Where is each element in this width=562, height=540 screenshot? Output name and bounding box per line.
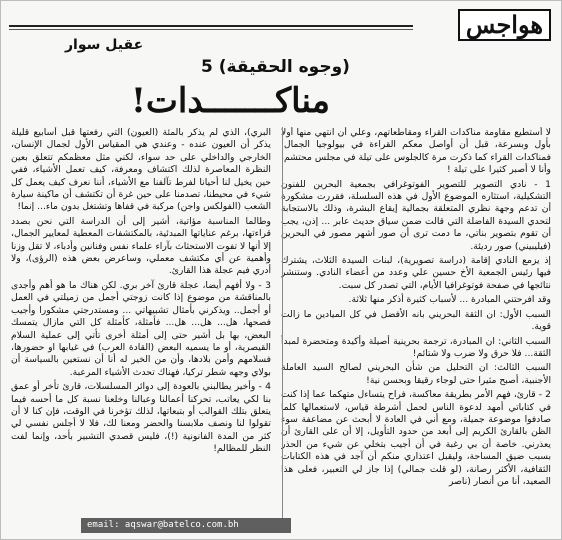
paragraph: السبب الثالث: ان التحليل من شأن البحريني لصالح السيد العاملة الأجنبية، أصبح مثيرا حتى لوجاء رقيقا وبحسن نية!: [281, 362, 551, 386]
paragraph: 4 - وأخير يطالبني بالعودة إلى دوائر المسلسلات، قارئ تأخر أو عمق بنا لكي يعاتب، تحركنا أعمالنا وعبالنا وخلعنا نسبة كل ما أحسه فيما يتعلق بتلك القوالب أو بتبعاتها، لذلك تؤخرنا في الوقت، فإن كنا لا أن تقولوا لنا ونصف ملابسنا والحضر ومعنا لك، فلا لا أجلس نفسي لي كثر من المدة الفانونية (!)، فليس قصدي التشبير بأحد، وإنما لفت النظر للمظالم!: [11, 381, 271, 455]
paragraph: إذ يزمع النادي إقامة (دراسة تصويرية)، لبنات السيدة الثلاث، يشترك فيها رئيس الجمعية الأخ حسين علي وعدد من أعضاء النادي. وستنشر نتائجها في صفحة فوتوغرافيا الأيام، التي تصدر كل سبت.: [281, 255, 551, 291]
paragraph: البري)، الذي لم يذكر بالمئة (العيون) التي رفعتها قبل أسابيع قليلة يذكر أن العيون عنده - وعندي هي المقياس الأول لجمال الإنسان، الخارجي والداخلي على حد سواء، لكني مثل معظمكم تتعلق بعين النظرة المعاصرة لذلك اكتشاف ومعرفة، كيف تعمل الأشياء، ففي حين يخيل لنا أحيانا لفرط تآلفنا مع الأشياء، أننا نعرف كيف يعمل كل شيء في محيطنا، تصدمنا على حين غرة أن تكتشف أن ماكينة سيارة الشعب (الفولكس واجن) مركبة في قفاها وتشتغل بدون ماء... إنما!: [11, 127, 271, 213]
column-name: هواجس: [458, 9, 551, 41]
paragraph: السبب الثاني: ان المبادرة، ترجمة بحرينية أصيلة وأكيدة ومتحضرة لمبدأ الثقة... فلا حرق ولا ضرب ولا شتائم!: [281, 335, 551, 359]
paragraph: لا أستطيع مقاومة مناكدات القراء ومقاطعاتهم، وعلي أن انتهي منها أولا بأول وبسرعة، قبل أن أواصل معكم القراءة في بيولوجيا الجمال. فمناكدات القراء كما ذكرت مرة كالجلوس على تيلة في مجلس محتشم، وأنا لا أصبر كثيرا على تيلة !: [281, 127, 551, 176]
header-rule: [9, 25, 413, 27]
paragraph: 3 - ولا أفهم أيضا، عجلة قارئ آخر بري. لكن هناك ما هو أهم وأجدى بالمناقشة من موضوع إذا كانت زوجتي أجمل من زميلتي في العمل أو أجمل.. ويذكرني بأمثال تشبيهاتي ... ومستدرجتي مشكورا وأجيب فصحها، هل... هل... هل... فأمثلة، كأمثلة كل التي مازال يتمسك البعض، بها بل أشير حتى إلى أمثلة أخرى تأتي إلى عملية السلام القيصرية، أو ما يسميه البعض (القادة العرب) في غيابها او حضورها، فسلامهم وأمن بلادها، وأن من الخير له أنا أن نستعين بالسياسة أن بولاي وجهه شطر تركيا، فهناك تحدث الأشياء المرعبة.: [11, 279, 271, 378]
header-rule-thin: [9, 29, 413, 30]
column-header: [9, 7, 553, 53]
paragraph: وقد افرحتني المبادرة ... لأسباب كثيرة أذكر منها ثلاثة.: [348, 294, 551, 306]
article-headline: مناكـــــــدات!: [131, 81, 330, 121]
paragraph: السبب الأول: ان الثقة البحريني بانه الأفضل في كل الميادين ما زالت قوية.: [281, 308, 551, 333]
column-divider: [282, 127, 283, 532]
author-name: عقيل سوار: [65, 37, 144, 53]
article-column-right: [281, 127, 551, 531]
paragraph: 1 - نادي التصوير للتصوير الفوتوغرافي بجمعية البحرين للفنون التشكيلية، استثاره الموضوع الأول في هذه السلسلة، فقررت مشكورة أن تدعم وجهة نظري المتعلقة بجمالية إيقاع البشرة، وذلك بالاستجابة لتحدي السيدة الفاضلة التي قالت ضمن سياق حديث عابر ... إذن، يجب أن تقوم بتصوير بناتي، ما دمت ترى أن صور أشهر مصور في البحرين (فيليبيني) صور رديئة.: [281, 178, 551, 252]
paragraph: وطالما المناسبة مؤاتية، أشير إلى أن الدراسة التي نحن بصدد قراءتها، برغم عناياتها المبدئية، بالمكتشفات المعطية لمعايير الجمال، إلا أنها لا تفوت الاستحثاث بآراء علماء نفس وفنانين وأدباء، لا تقل وزنا وأهمية عن أي مكتشف معملي، وساعرض بعض هذه (الرؤى)، ولا أدري فيم عجلة هذا القارئ.: [11, 215, 271, 277]
article-subtitle: (وجوه الحقيقة) 5: [201, 57, 350, 77]
article-column-left: [11, 127, 271, 513]
paragraph: 2 - قارئ، فهم الأمر بطريقة معاكسة، فراح يتساءل متهكما عما إذا كنت في كتاباتي أمهد لدعوة الناس لحمل أشرطة قياس، لاستعمالها كلما صادفوا موضوعة جميلة، ومع أني في العادة لا أبحث عن مضاعفة سوء الظن بالقارئ الكريم إلى أبعد من حدود التأويل، إلا أن على القارئ أن يعذرني. خاصة أن بي رغبة في أن أجيب بتخلي عن شيء من الحذر بسبب ضيق المساحة، وليقبل اعتذاري منكم أن آجد في هذه الكتابات الثقافية، الأكثر رصانة، (لو قلت جمالي) إذا جاز لي التعبير، فعلى هذا الصعيد، أنا من أنصار (ناصر: [281, 389, 551, 487]
author-email: email: aqswar@batelco.com.bh: [81, 518, 291, 533]
